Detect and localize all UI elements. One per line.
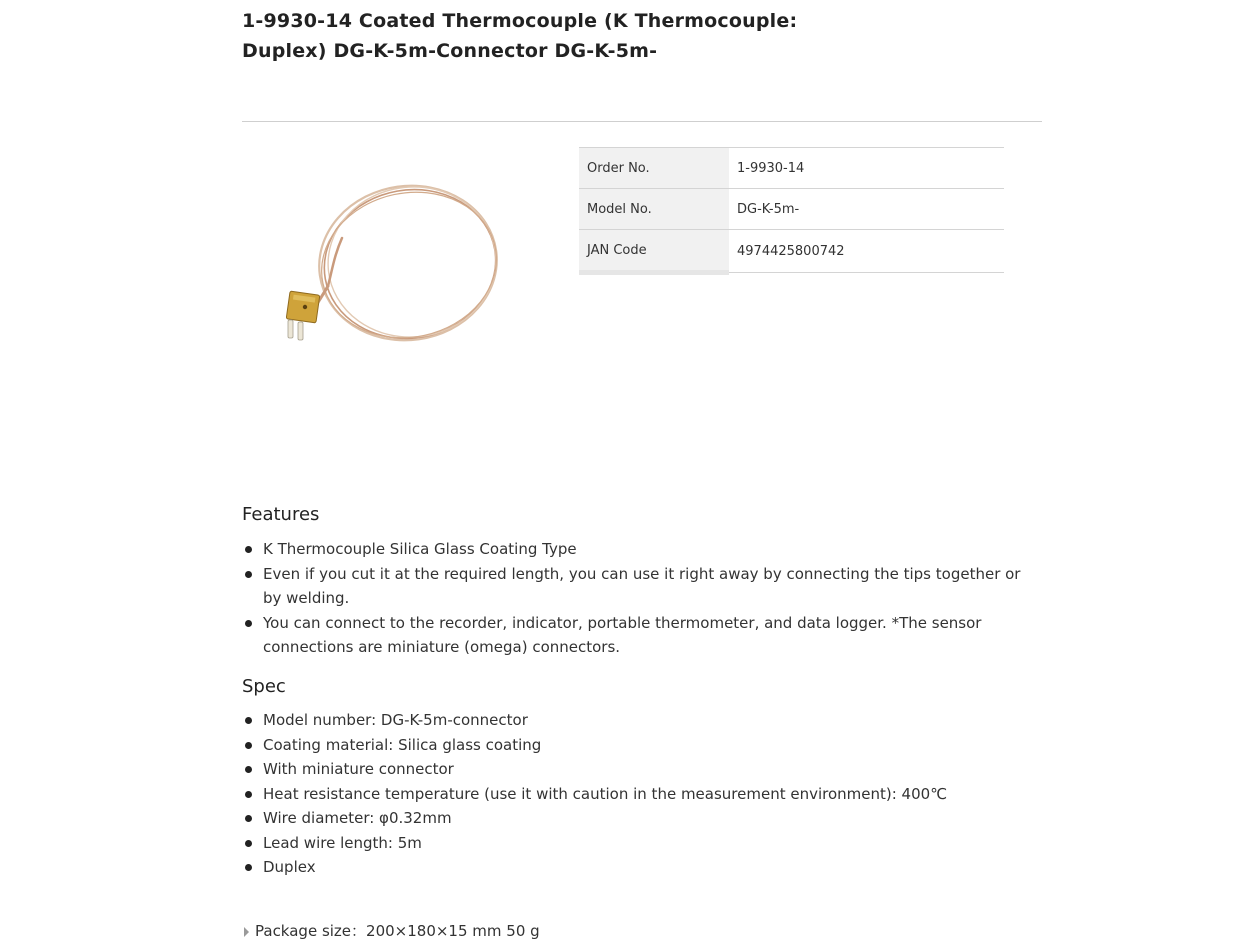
product-spec-table	[579, 147, 1004, 275]
thermocouple-image	[272, 176, 512, 351]
jan-code-label: JAN Code	[579, 230, 729, 273]
list-item: Even if you cut it at the required length, you can use it right away by connecting the tips together or by welding.	[242, 562, 1042, 611]
table-row	[579, 189, 1004, 230]
list-item: With miniature connector	[242, 757, 1042, 782]
list-item: Wire diameter: φ0.32mm	[242, 806, 1042, 831]
list-item: You can connect to the recorder, indicator, portable thermometer, and data logger. *The sensor connections are miniature (omega) connectors.	[242, 611, 1042, 660]
features-list	[242, 537, 1042, 660]
table-row	[579, 230, 1004, 273]
model-no-value: DG-K-5m-	[729, 189, 1004, 230]
connector-icon	[286, 291, 320, 340]
bullet-icon	[245, 815, 252, 822]
list-item: Model number: DG-K-5m-connector	[242, 708, 1042, 733]
bullet-icon	[245, 546, 252, 553]
product-page	[242, 0, 1042, 940]
bullet-icon	[245, 791, 252, 798]
product-title: 1-9930-14 Coated Thermocouple (K Thermocouple: Duplex) DG-K-5m-Connector DG-K-5m-	[242, 10, 798, 62]
arrow-right-icon	[244, 927, 249, 937]
title-divider	[242, 121, 1042, 122]
table-row	[579, 148, 1004, 189]
features-heading: Features	[242, 504, 320, 525]
jan-code-value: 4974425800742	[729, 230, 1004, 273]
bullet-icon	[245, 864, 252, 871]
model-no-label: Model No.	[579, 189, 729, 230]
bullet-icon	[245, 742, 252, 749]
bullet-icon	[245, 620, 252, 627]
bullet-icon	[245, 766, 252, 773]
list-item: Duplex	[242, 855, 1042, 880]
order-no-value: 1-9930-14	[729, 148, 1004, 189]
bullet-icon	[245, 717, 252, 724]
bullet-icon	[245, 840, 252, 847]
list-item: Coating material: Silica glass coating	[242, 733, 1042, 758]
order-no-label: Order No.	[579, 148, 729, 189]
list-item: K Thermocouple Silica Glass Coating Type	[242, 537, 1042, 562]
package-size	[242, 919, 540, 943]
spec-heading: Spec	[242, 676, 286, 697]
list-item: Lead wire length: 5m	[242, 831, 1042, 856]
spec-list	[242, 708, 1042, 880]
list-item: Heat resistance temperature (use it with caution in the measurement environment): 400℃	[242, 782, 1042, 807]
bullet-icon	[245, 571, 252, 578]
package-size-text: Package size：200×180×15 mm 50 g	[255, 922, 540, 940]
